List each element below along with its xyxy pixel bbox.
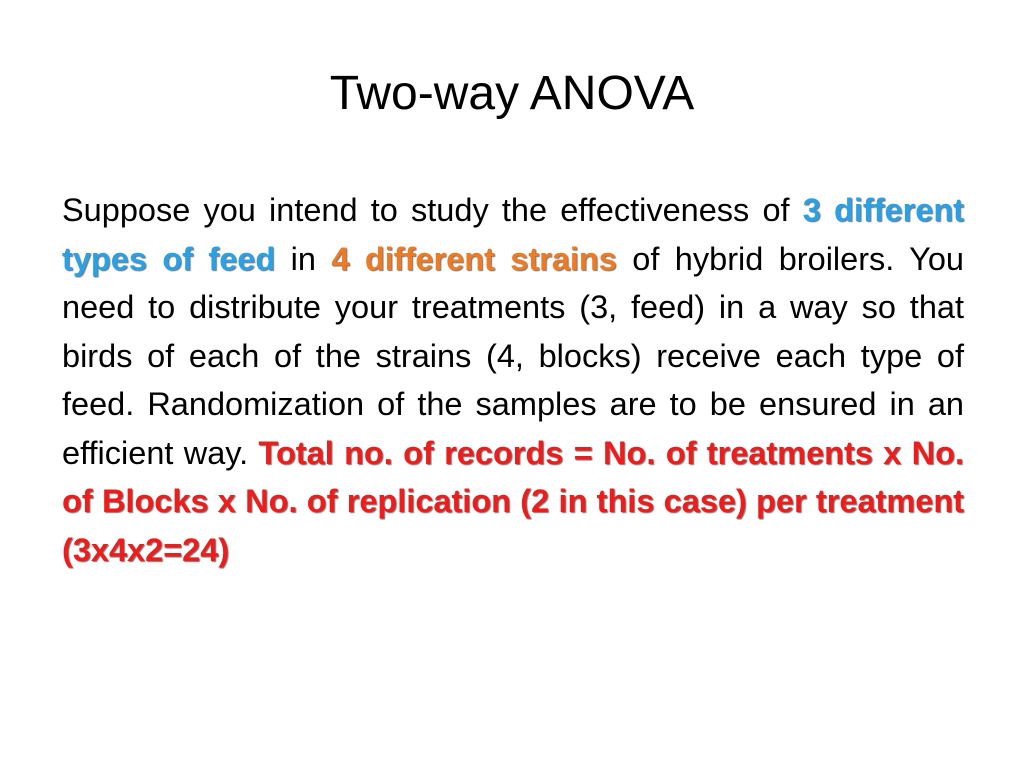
strains-highlight: 4 different strains [331, 240, 617, 277]
feed-types-highlight: 3 different types of feed [62, 192, 964, 277]
total-records-highlight: Total no. of records = No. of treatments x No. of Blocks x No. of replication (2 in this case) per treatment (3x4x2=24) [62, 434, 964, 568]
slide-title: Two-way ANOVA [329, 67, 695, 120]
body-paragraph [62, 186, 964, 574]
middle-text: of hybrid broilers. You need to distribute your treatments (3, feed) in a way so that birds of each of the strains (4, blocks) receive each type of feed. Randomization of the samples are to be ensured in an efficient way. [62, 240, 964, 471]
connector-in-text: in [275, 240, 332, 277]
intro-text: Suppose you intend to study the effectiveness of [62, 192, 803, 228]
